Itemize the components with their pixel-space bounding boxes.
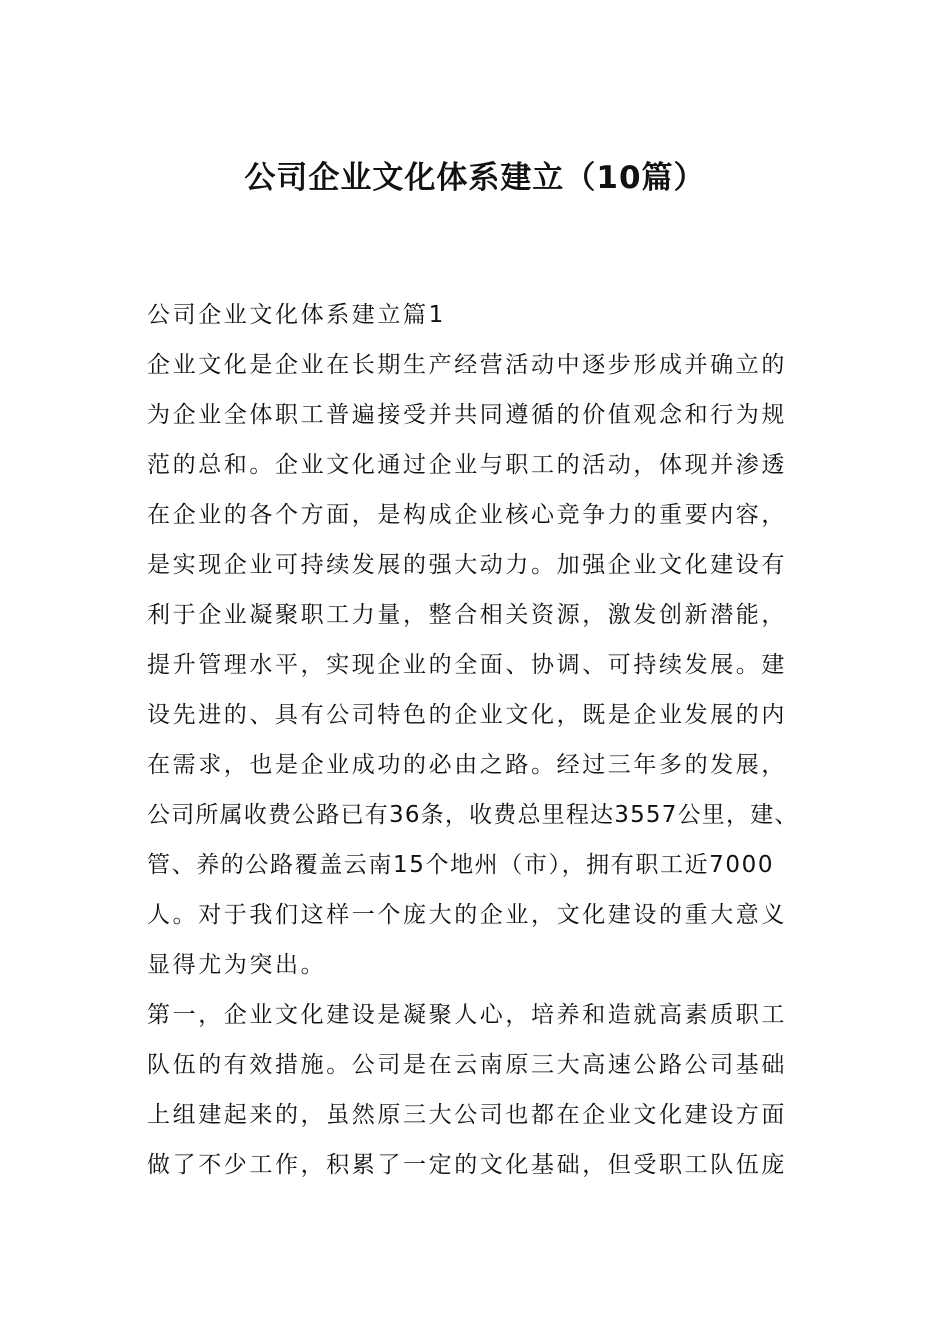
text-line: 做了不少工作，积累了一定的文化基础，但受职工队伍庞: [147, 1152, 787, 1178]
text-line: 第一，企业文化建设是凝聚人心，培养和造就高素质职工: [147, 1002, 787, 1028]
text-line: 提升管理水平，实现企业的全面、协调、可持续发展。建: [147, 652, 787, 678]
text-line: 上组建起来的，虽然原三大公司也都在企业文化建设方面: [147, 1102, 787, 1128]
text-line: 公司所属收费公路已有36条，收费总里程达3557公里，建、: [147, 802, 799, 828]
text-line: 在需求，也是企业成功的必由之路。经过三年多的发展，: [147, 752, 787, 778]
text-line: 设先进的、具有公司特色的企业文化，既是企业发展的内: [147, 702, 787, 728]
text-line: 是实现企业可持续发展的强大动力。加强企业文化建设有: [147, 552, 787, 578]
document-body: [147, 290, 827, 1190]
text-line: 显得尤为突出。: [147, 952, 327, 978]
section-heading: 公司企业文化体系建立篇1: [147, 302, 446, 328]
text-line: 为企业全体职工普遍接受并共同遵循的价值观念和行为规: [147, 402, 787, 428]
text-line: 利于企业凝聚职工力量，整合相关资源，激发创新潜能，: [147, 602, 787, 628]
text-line: 企业文化是企业在长期生产经营活动中逐步形成并确立的: [147, 352, 787, 378]
text-line: 在企业的各个方面，是构成企业核心竞争力的重要内容，: [147, 502, 787, 528]
document-title: 公司企业文化体系建立（10篇）: [244, 160, 706, 196]
text-line: 范的总和。企业文化通过企业与职工的活动，体现并渗透: [147, 452, 787, 478]
text-line: 队伍的有效措施。公司是在云南原三大高速公路公司基础: [147, 1052, 787, 1078]
text-line: 人。对于我们这样一个庞大的企业，文化建设的重大意义: [147, 902, 787, 928]
text-line: 管、养的公路覆盖云南15个地州（市），拥有职工近7000: [147, 852, 775, 878]
